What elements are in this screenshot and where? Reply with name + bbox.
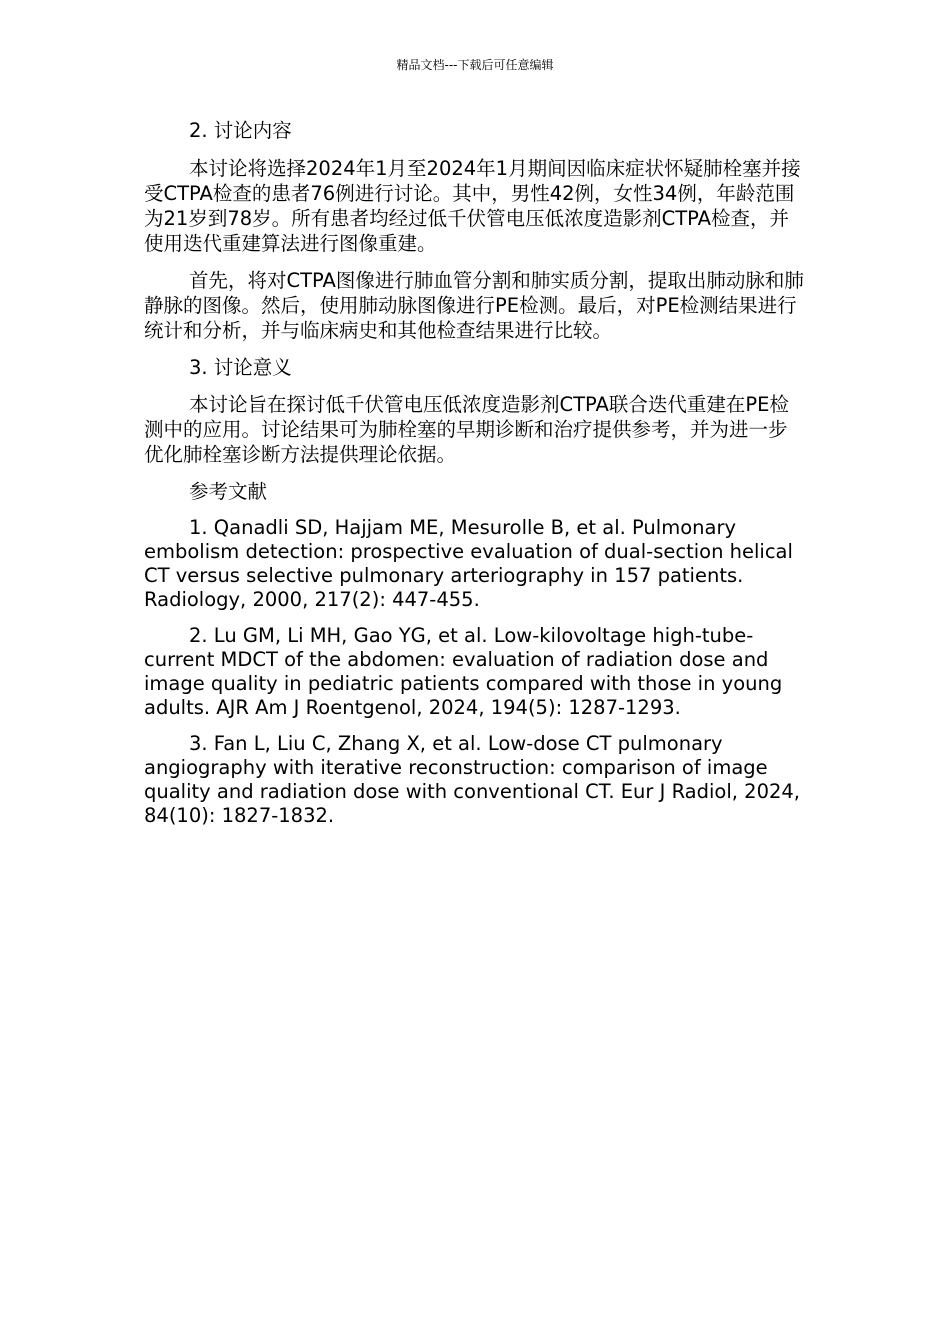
section-heading-content: 2. 讨论内容 (189, 119, 292, 142)
content-paragraph-1: 本讨论将选择2024年1月至2024年1月期间因临床症状怀疑肺栓塞并接受CTPA检查的患者76例进行讨论。其中，男性42例，女性34例，年龄范围为21岁到78岁。所有患者均经过低千伏管电压低浓度造影剂CTPA检查，并使用迭代重建算法进行图像重建。 (144, 157, 801, 255)
reference-item-2: 2. Lu GM, Li MH, Gao YG, et al. Low-kilovoltage high-tube-current MDCT of the abdomen: evaluation of radiation dose and image quality in pediatric patients compared with those in young adults. AJR Am J Roentgenol, 2024, 194(5): 1287-1293. (144, 624, 783, 719)
reference-item-1: 1. Qanadli SD, Hajjam ME, Mesurolle B, et al. Pulmonary embolism detection: prospective evaluation of dual-section helical CT versus selective pulmonary arteriography in 157 patients. Radiology, 2000, 217(2): 447-455. (144, 516, 793, 611)
document-body (144, 118, 806, 828)
content-paragraph-2: 首先，将对CTPA图像进行肺血管分割和肺实质分割，提取出肺动脉和肺静脉的图像。然后，使用肺动脉图像进行PE检测。最后，对PE检测结果进行统计和分析，并与临床病史和其他检查结果进行比较。 (144, 269, 804, 342)
reference-item-3: 3. Fan L, Liu C, Zhang X, et al. Low-dose CT pulmonary angiography with iterative reconstruction: comparison of image quality and radiation dose with conventional CT. Eur J Radiol, 2024, 84(10): 1827-1832. (144, 732, 801, 827)
section-heading-significance: 3. 讨论意义 (189, 356, 292, 379)
references-heading: 参考文献 (189, 480, 268, 503)
page-header: 精品文档---下载后可任意编辑 (396, 58, 554, 72)
significance-paragraph: 本讨论旨在探讨低千伏管电压低浓度造影剂CTPA联合迭代重建在PE检测中的应用。讨论结果可为肺栓塞的早期诊断和治疗提供参考，并为进一步优化肺栓塞诊断方法提供理论依据。 (144, 393, 789, 466)
